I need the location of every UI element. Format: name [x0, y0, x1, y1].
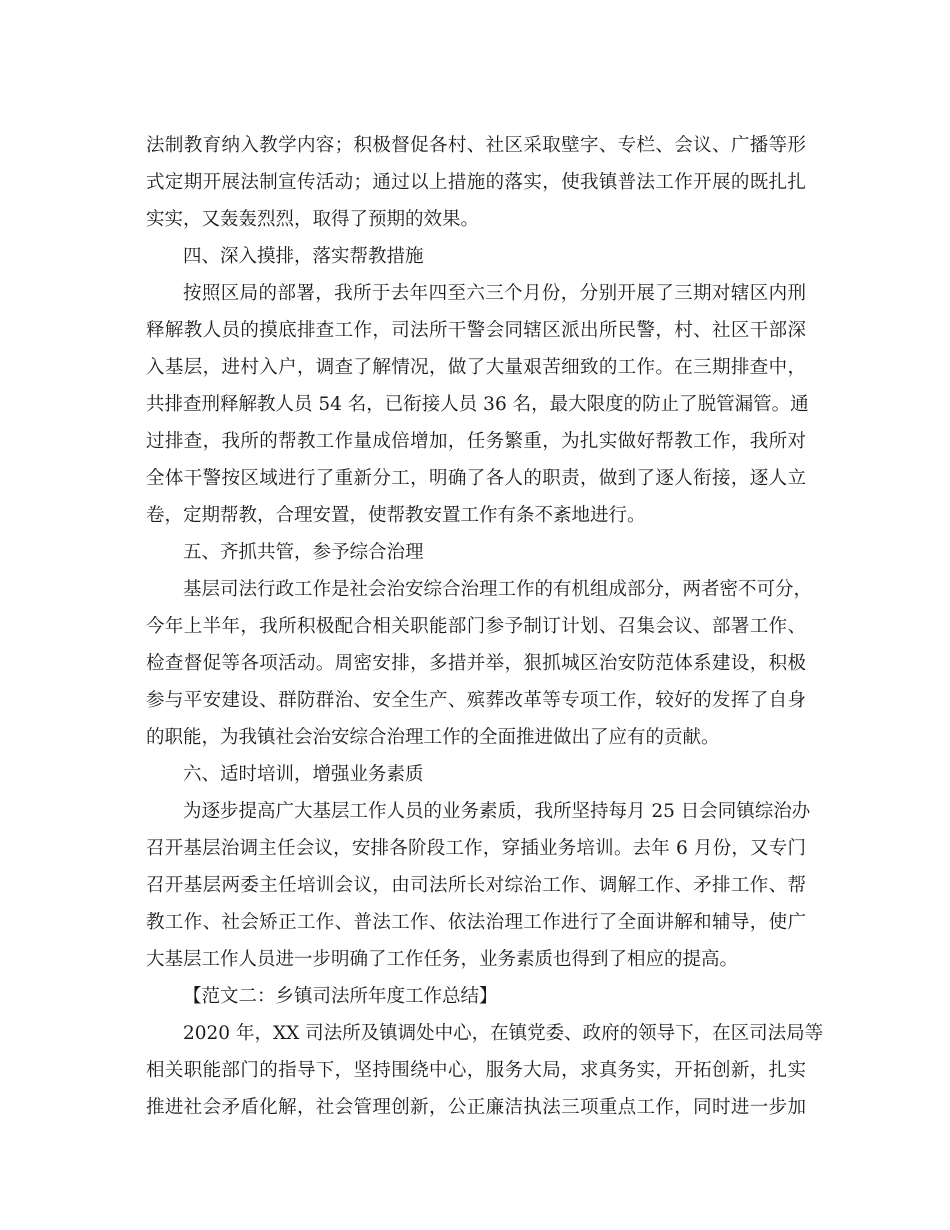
document-line: 参与平安建设、群防群治、安全生产、殡葬改革等专项工作，较好的发挥了自身 — [146, 690, 806, 711]
document-line: 教工作、社会矫正工作、普法工作、依法治理工作进行了全面讲解和辅导，使广 — [146, 912, 806, 933]
document-line: 共排查刑释解教人员 54 名，已衔接人员 36 名，最大限度的防止了脱管漏管。通 — [146, 394, 809, 415]
document-line: 今年上半年，我所积极配合相关职能部门参予制订计划、召集会议、部署工作、 — [146, 616, 806, 637]
document-line: 入基层，进村入户，调查了解情况，做了大量艰苦细致的工作。在三期排查中， — [146, 357, 806, 378]
document-line: 六、适时培训，增强业务素质 — [183, 764, 424, 785]
document-line: 卷，定期帮教，合理安置，使帮教安置工作有条不紊地进行。 — [146, 505, 646, 526]
document-line: 大基层工作人员进一步明确了工作任务，业务素质也得到了相应的提高。 — [146, 949, 739, 970]
document-line: 相关职能部门的指导下，坚持围绕中心，服务大局，求真务实，开拓创新，扎实 — [146, 1060, 806, 1081]
document-line: 推进社会矛盾化解，社会管理创新，公正廉洁执法三项重点工作，同时进一步加 — [146, 1097, 806, 1118]
document-line: 2020 年，XX 司法所及镇调处中心，在镇党委、政府的领导下，在区司法局等 — [183, 1023, 824, 1044]
document-line: 式定期开展法制宣传活动；通过以上措施的落实，使我镇普法工作开展的既扎扎 — [146, 172, 806, 193]
document-line: 检查督促等各项活动。周密安排，多措并举，狠抓城区治安防范体系建设，积极 — [146, 653, 806, 674]
document-line: 法制教育纳入教学内容；积极督促各村、社区采取壁字、专栏、会议、广播等形 — [146, 135, 806, 156]
document-line: 过排查，我所的帮教工作量成倍增加，任务繁重，为扎实做好帮教工作，我所对 — [146, 431, 806, 452]
document-line: 为逐步提高广大基层工作人员的业务素质，我所坚持每月 25 日会同镇综治办 — [183, 801, 811, 822]
document-line: 五、齐抓共管，参予综合治理 — [183, 542, 424, 563]
document-line: 释解教人员的摸底排查工作，司法所干警会同辖区派出所民警，村、社区干部深 — [146, 320, 806, 341]
document-line: 召开基层两委主任培训会议，由司法所长对综治工作、调解工作、矛排工作、帮 — [146, 875, 806, 896]
document-body — [146, 127, 824, 1126]
document-line: 的职能，为我镇社会治安综合治理工作的全面推进做出了应有的贡献。 — [146, 727, 720, 748]
document-line: 基层司法行政工作是社会治安综合治理工作的有机组成部分，两者密不可分， — [183, 579, 813, 600]
document-line: 实实，又轰轰烈烈，取得了预期的效果。 — [146, 209, 480, 230]
document-line: 召开基层治调主任会议，安排各阶段工作，穿插业务培训。去年 6 月份，又专门 — [146, 838, 806, 859]
document-line: 按照区局的部署，我所于去年四至六三个月份，分别开展了三期对辖区内刑 — [183, 283, 806, 304]
document-line: 全体干警按区域进行了重新分工，明确了各人的职责，做到了逐人衔接，逐人立 — [146, 468, 806, 489]
document-line: 四、深入摸排，落实帮教措施 — [183, 246, 424, 267]
document-line: 【范文二：乡镇司法所年度工作总结】 — [183, 986, 498, 1007]
